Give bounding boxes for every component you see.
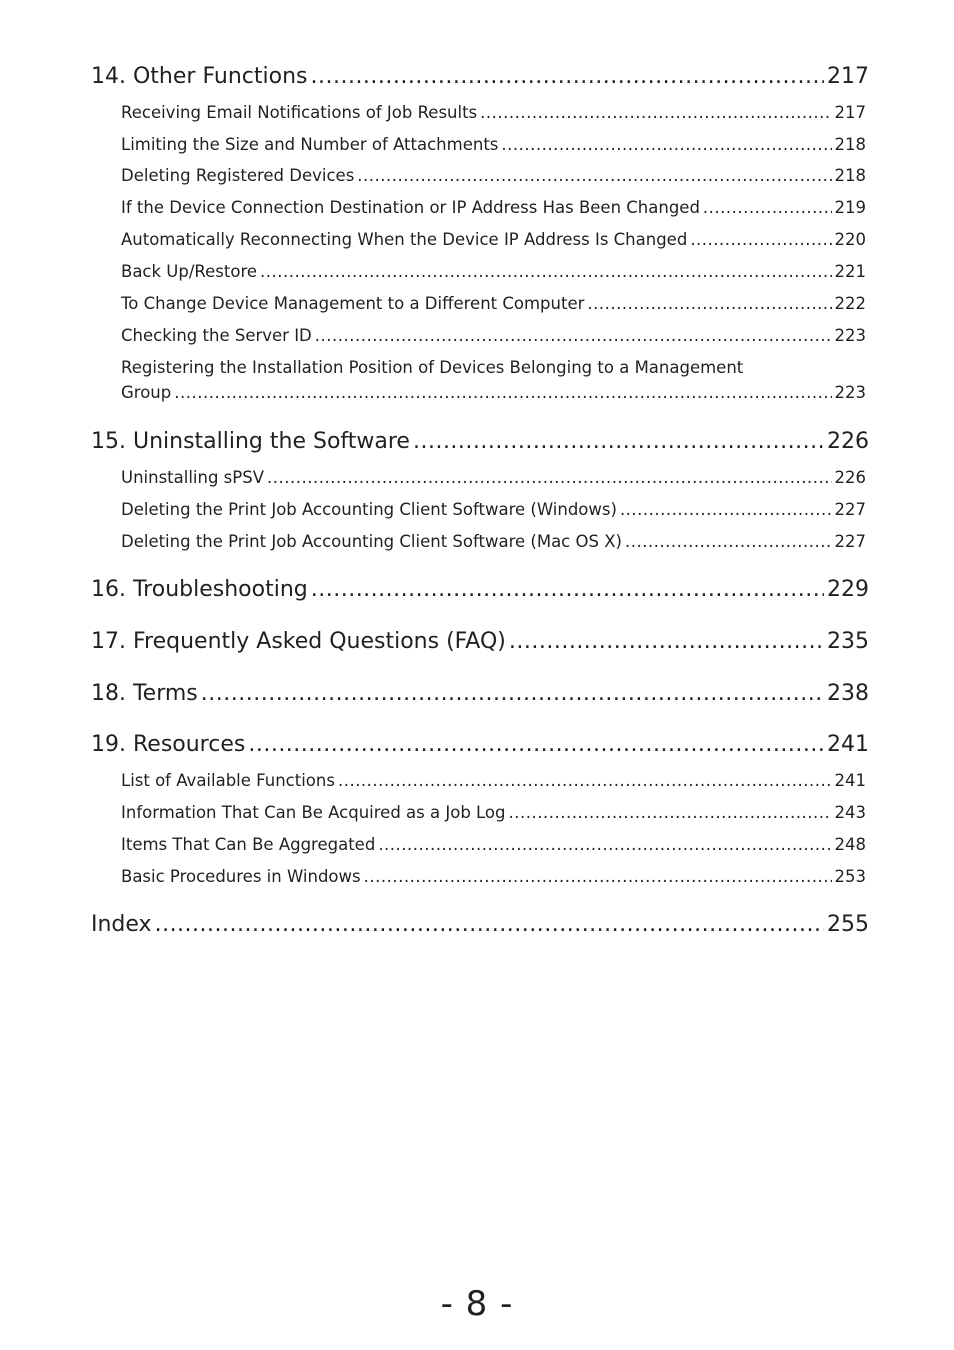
dot-leader (155, 912, 824, 937)
entry-page: 217 (834, 103, 866, 122)
entry-title: Receiving Email Notifications of Job Results (121, 103, 478, 122)
chapter-page: 238 (827, 681, 869, 706)
entry-title: Limiting the Size and Number of Attachments (121, 135, 499, 154)
entry-page: 241 (834, 771, 866, 790)
entry-page: 223 (834, 383, 866, 402)
entry-title-line2-row (121, 383, 866, 402)
dot-leader (174, 383, 831, 402)
dot-leader (357, 166, 831, 185)
dot-leader (378, 835, 831, 854)
entry-title-line2: Group (121, 383, 172, 402)
entry-title-line1: Registering the Installation Position of Devices Belonging to a Management (121, 358, 744, 377)
dot-leader (625, 532, 832, 551)
entry-title: Items That Can Be Aggregated (121, 835, 376, 854)
toc-chapter-15[interactable] (91, 429, 869, 454)
entry-page: 227 (834, 532, 866, 551)
dot-leader (248, 732, 824, 757)
entry-title: To Change Device Management to a Different Computer (121, 294, 585, 313)
dot-leader (620, 500, 832, 519)
toc-entry[interactable] (121, 867, 866, 886)
toc-chapter-index[interactable] (91, 912, 869, 937)
entry-page: 218 (834, 166, 866, 185)
dot-leader (703, 198, 832, 217)
dot-leader (509, 629, 824, 654)
entry-page: 223 (834, 326, 866, 345)
toc-chapter-17[interactable] (91, 629, 869, 654)
chapter-title: 16. Troubleshooting (91, 577, 308, 602)
entry-title: Back Up/Restore (121, 262, 258, 281)
toc-entry[interactable] (121, 262, 866, 281)
chapter-title: 15. Uninstalling the Software (91, 429, 410, 454)
toc-entry[interactable] (121, 103, 866, 122)
entry-title: Deleting Registered Devices (121, 166, 355, 185)
toc-entry[interactable] (121, 532, 866, 551)
chapter-page: 255 (827, 912, 869, 937)
entry-page: 219 (834, 198, 866, 217)
dot-leader (509, 803, 832, 822)
chapter-page: 229 (827, 577, 869, 602)
toc-entry[interactable] (121, 326, 866, 345)
entry-title: Automatically Reconnecting When the Device IP Address Is Changed (121, 230, 688, 249)
toc-entry[interactable] (121, 135, 866, 154)
entry-title: Information That Can Be Acquired as a Job Log (121, 803, 506, 822)
toc-entry[interactable] (121, 294, 866, 313)
dot-leader (338, 771, 832, 790)
dot-leader (501, 135, 831, 154)
chapter-title: 19. Resources (91, 732, 246, 757)
toc-entry[interactable] (121, 500, 866, 519)
entry-title: Checking the Server ID (121, 326, 312, 345)
entry-title: If the Device Connection Destination or IP Address Has Been Changed (121, 198, 700, 217)
entry-title: Uninstalling sPSV (121, 468, 264, 487)
chapter-page: 226 (827, 429, 869, 454)
toc-entry[interactable] (121, 771, 866, 790)
dot-leader (267, 468, 832, 487)
toc-entry[interactable] (121, 803, 866, 822)
chapter-page: 217 (827, 64, 869, 89)
toc-entry[interactable] (121, 230, 866, 249)
toc-entry[interactable] (121, 835, 866, 854)
toc-chapter-14[interactable] (91, 64, 869, 89)
entry-page: 226 (834, 468, 866, 487)
toc-entry[interactable] (121, 358, 866, 402)
chapter-title: 18. Terms (91, 681, 198, 706)
dot-leader (311, 577, 824, 602)
dot-leader (587, 294, 831, 313)
toc-entry[interactable] (121, 166, 866, 185)
dot-leader (315, 326, 832, 345)
entry-page: 222 (834, 294, 866, 313)
entry-page: 227 (834, 500, 866, 519)
toc-entry[interactable] (121, 468, 866, 487)
chapter-title: Index (91, 912, 152, 937)
entry-title: Basic Procedures in Windows (121, 867, 361, 886)
dot-leader (413, 429, 824, 454)
dot-leader (310, 64, 824, 89)
toc-entry[interactable] (121, 198, 866, 217)
entry-page: 220 (834, 230, 866, 249)
chapter-title: 14. Other Functions (91, 64, 308, 89)
page-number: - 8 - (440, 1284, 514, 1324)
entry-title: List of Available Functions (121, 771, 335, 790)
entry-page: 243 (834, 803, 866, 822)
entry-title: Deleting the Print Job Accounting Client Software (Windows) (121, 500, 617, 519)
chapter-page: 235 (827, 629, 869, 654)
dot-leader (201, 681, 824, 706)
dot-leader (364, 867, 832, 886)
chapter-title: 17. Frequently Asked Questions (FAQ) (91, 629, 506, 654)
entry-title: Deleting the Print Job Accounting Client Software (Mac OS X) (121, 532, 622, 551)
entry-page: 218 (834, 135, 866, 154)
toc-chapter-19[interactable] (91, 732, 869, 757)
toc-chapter-16[interactable] (91, 577, 869, 602)
dot-leader (480, 103, 831, 122)
dot-leader (260, 262, 831, 281)
dot-leader (690, 230, 831, 249)
entry-page: 248 (834, 835, 866, 854)
entry-page: 221 (834, 262, 866, 281)
entry-page: 253 (834, 867, 866, 886)
chapter-page: 241 (827, 732, 869, 757)
toc-chapter-18[interactable] (91, 681, 869, 706)
